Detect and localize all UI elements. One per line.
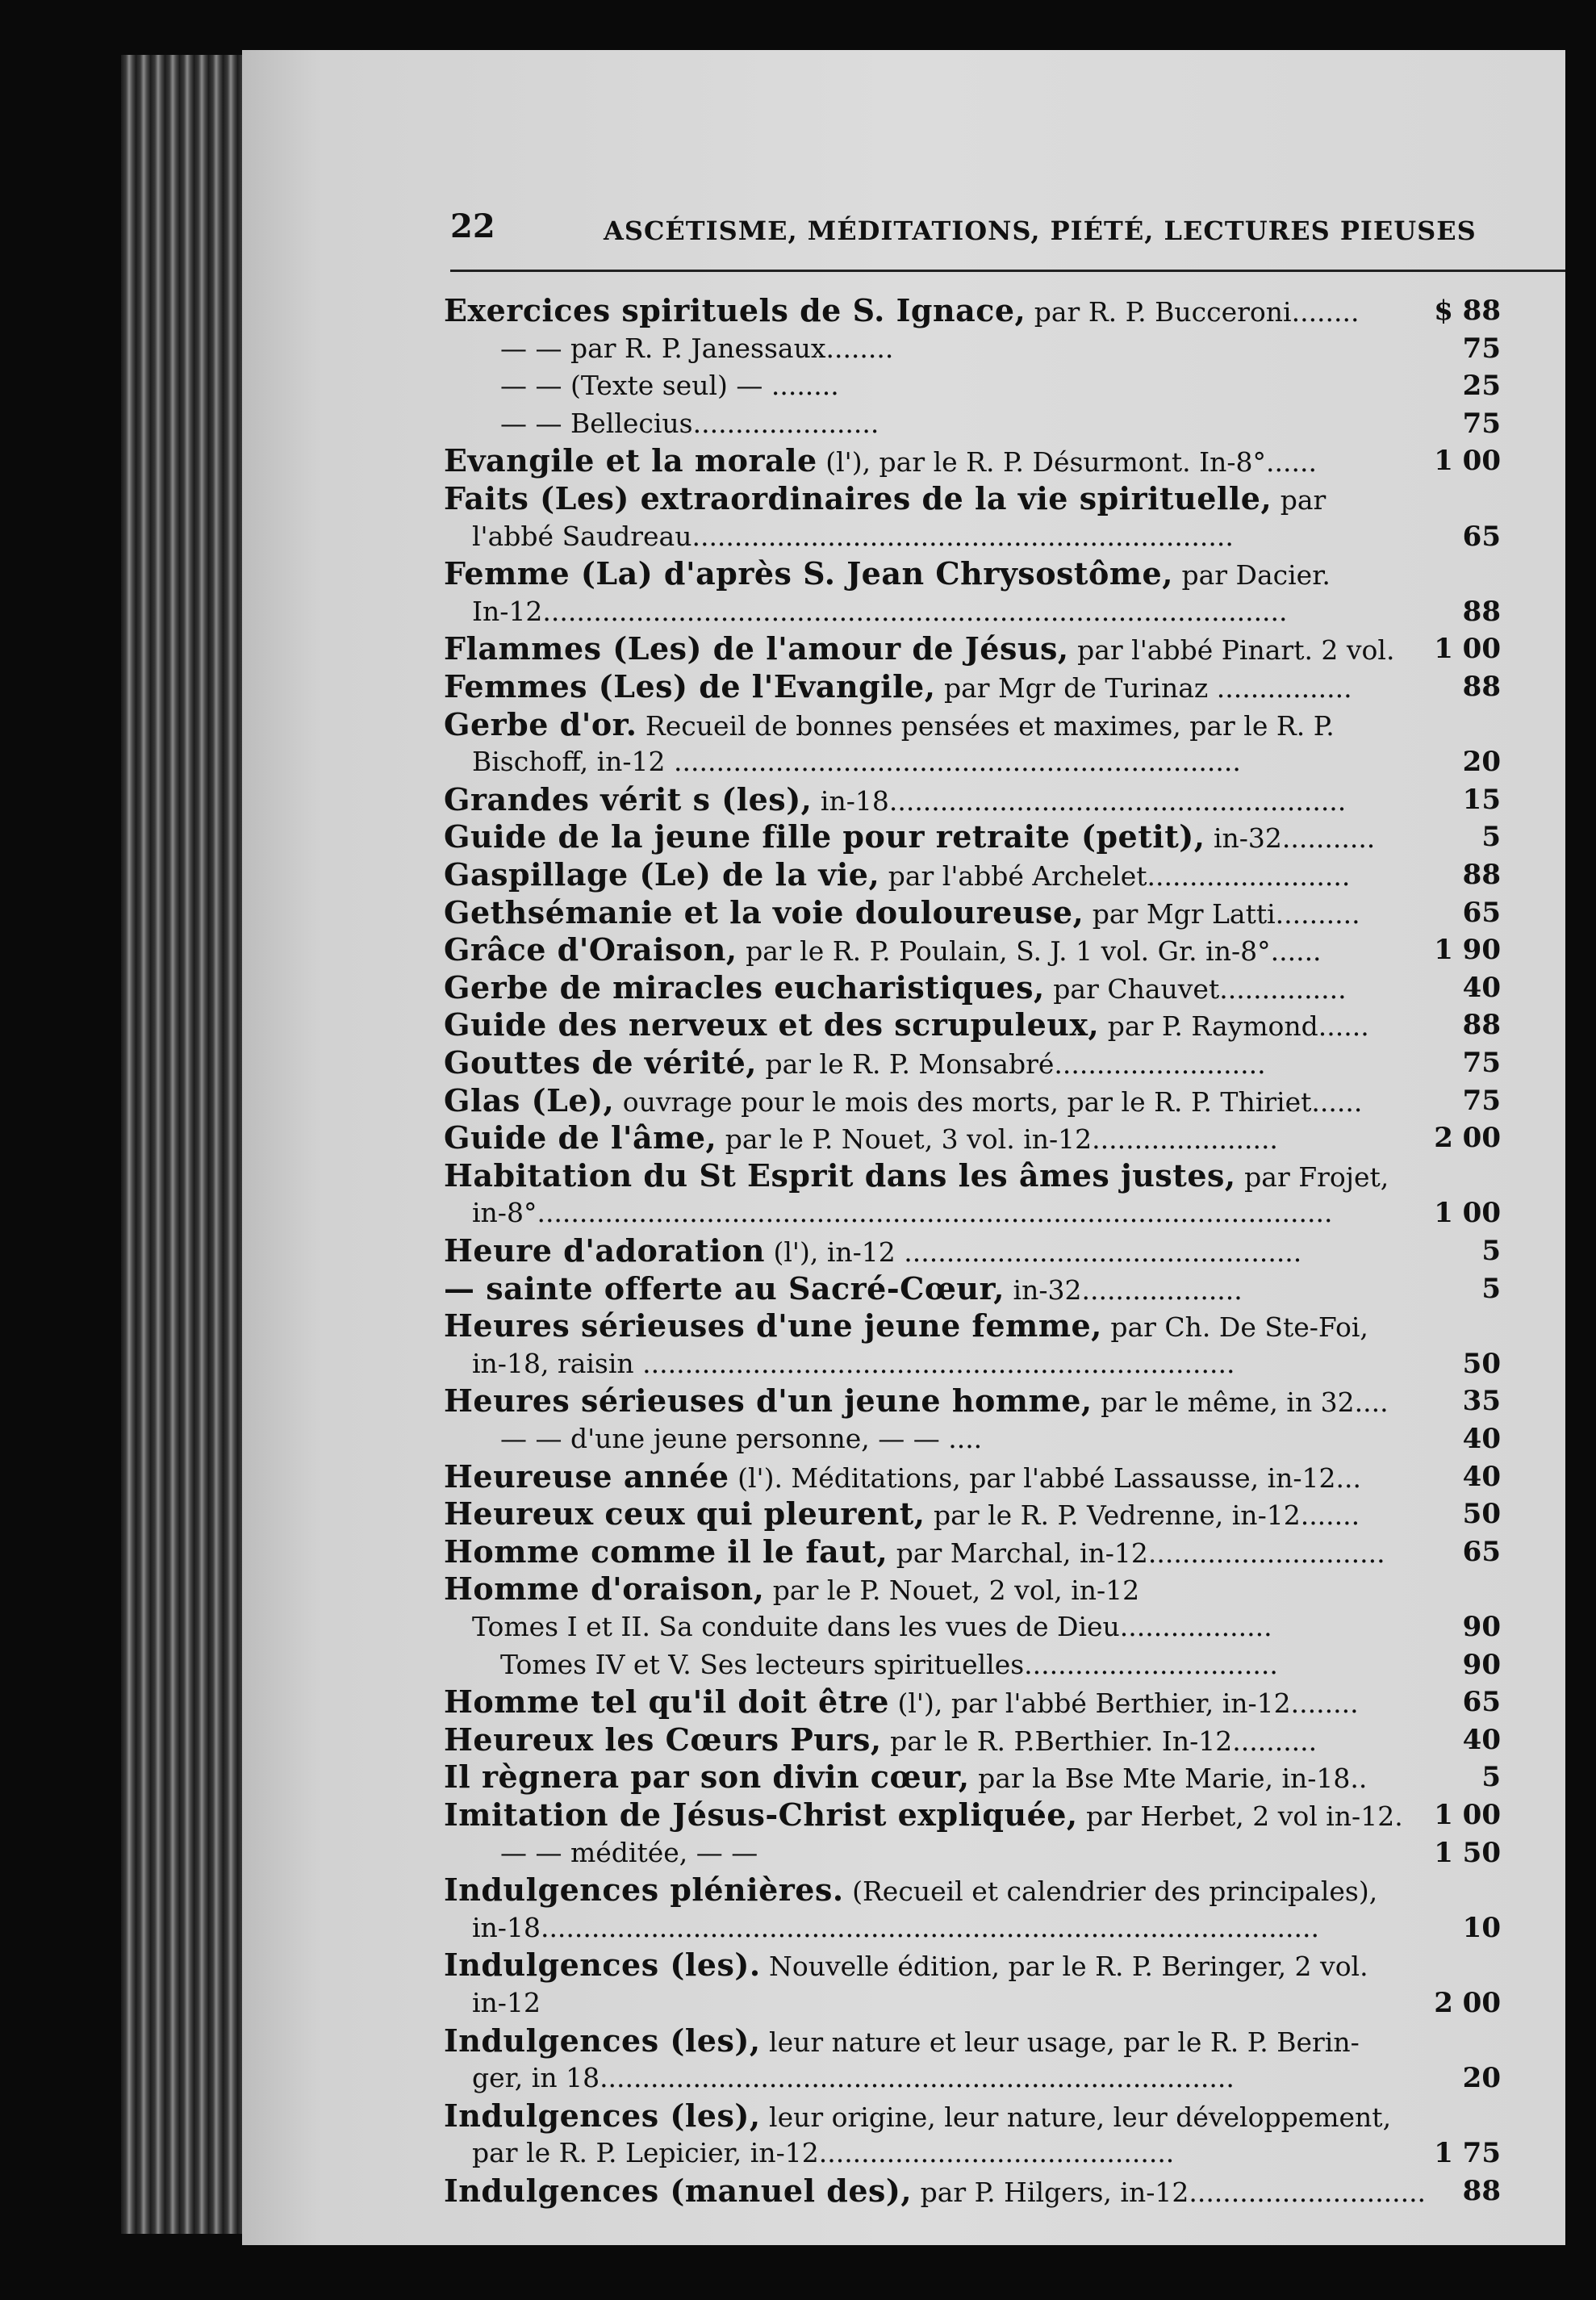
entry-details: par Herbet, 2 vol in-12. (1077, 1800, 1403, 1832)
catalog-entry (500, 405, 879, 442)
catalog-entry (444, 1533, 1385, 1570)
entry-title: Gerbe de miracles eucharistiques, (444, 968, 1045, 1006)
catalog-entry (444, 781, 1346, 818)
entry-price: 75 (1462, 332, 1501, 365)
catalog-entry (444, 894, 1360, 931)
entry-details: ger, in 18........................................................................... (472, 2062, 1235, 2094)
entry-title: Heures sérieuses d'une jeune femme, (444, 1307, 1102, 1344)
entry-price: 90 (1462, 1648, 1501, 1681)
entry-details: — — par R. P. Janessaux........ (500, 332, 894, 364)
entry-price: 65 (1462, 520, 1501, 553)
entry-details: in-18, raisin ...................................................................... (472, 1347, 1235, 1379)
catalog-entry (444, 1570, 1139, 1608)
entry-details: — — Bellecius...................... (500, 407, 879, 439)
entry-details: (l'), par l'abbé Berthier, in-12........ (888, 1687, 1359, 1720)
catalog-entry (444, 1458, 1361, 1495)
entry-price: 1 00 (1434, 445, 1501, 478)
entry-price: 20 (1462, 2062, 1501, 2095)
catalog-entry (444, 1270, 1243, 1307)
entry-price: 50 (1462, 1347, 1501, 1380)
entry-details: par Dacier. (1172, 559, 1331, 592)
entry-price: 65 (1462, 1686, 1501, 1719)
catalog-entry (500, 1420, 982, 1457)
entry-details: par R. P. Bucceroni........ (1026, 296, 1360, 328)
entry-details: par l'abbé Pinart. 2 vol. (1068, 634, 1395, 667)
entry-details: in-18............................................................................................ (472, 1911, 1320, 1943)
entry-price: 1 50 (1434, 1836, 1501, 1869)
entry-price: 1 90 (1434, 934, 1501, 967)
entry-details: par le R. P.Berthier. In-12.......... (881, 1725, 1318, 1757)
catalog-entry (444, 2097, 1392, 2135)
catalog-entry (444, 1006, 1369, 1043)
entry-details: in-12 (472, 1987, 541, 2018)
entry-price: 40 (1462, 1460, 1501, 1493)
entry-title: Exercices spirituels de S. Ignace, (444, 292, 1026, 328)
catalog-entry (444, 630, 1395, 667)
entry-title: Homme d'oraison, (444, 1570, 765, 1608)
catalog-entry (444, 292, 1360, 329)
entry-price: $ 88 (1434, 295, 1501, 327)
entry-price: 2 00 (1434, 1987, 1501, 2019)
entry-price: 35 (1462, 1385, 1501, 1418)
catalog-entry-continuation (472, 1984, 541, 2022)
entry-details: Tomes I et II. Sa conduite dans les vues de Dieu.................. (472, 1611, 1272, 1642)
catalog-entry (444, 2172, 1427, 2210)
entry-details: ouvrage pour le mois des morts, par le R. P. Thiriet...... (614, 1085, 1363, 1118)
entry-price: 5 (1481, 821, 1501, 854)
catalog-entry-continuation (472, 1909, 1319, 1947)
entry-title: Grandes vérit s (les), (444, 780, 813, 818)
entry-price: 5 (1481, 1272, 1501, 1305)
entry-details: — — méditée, — — (500, 1836, 758, 1868)
catalog-entry (444, 969, 1347, 1006)
entry-details: par (1272, 484, 1327, 516)
catalog-entry (444, 1871, 1378, 1909)
entry-title: Heures sérieuses d'un jeune homme, (444, 1382, 1093, 1420)
catalog-entry (444, 1796, 1403, 1834)
catalog-entry (444, 1382, 1389, 1420)
entry-details: par P. Hilgers, in-12............................ (912, 2177, 1427, 2208)
entry-title: Femme (La) d'après S. Jean Chrysostôme, (444, 555, 1173, 592)
catalog-entry-continuation (472, 2060, 1235, 2097)
entry-details: (l'). Méditations, par l'abbé Lassausse, in-12... (729, 1462, 1362, 1494)
entry-title: Indulgences (les), (444, 2022, 761, 2059)
page-number: 22 (450, 207, 495, 245)
catalog-entry (444, 1044, 1266, 1081)
entry-price: 2 00 (1434, 1122, 1501, 1155)
entry-details: leur origine, leur nature, leur développement, (760, 2101, 1392, 2133)
entry-details: In-12........................................................................................ (472, 595, 1288, 627)
entry-title: Homme comme il le faut, (444, 1533, 888, 1570)
entry-details: — — d'une jeune personne, — — .... (500, 1423, 983, 1454)
entry-title: Guide de la jeune fille pour retraite (petit), (444, 818, 1205, 855)
catalog-entry (444, 706, 1335, 743)
catalog-entry (444, 2022, 1360, 2060)
entry-details: par Marchal, in-12............................ (888, 1537, 1385, 1569)
catalog-entry-continuation (472, 2135, 1174, 2172)
entry-price: 88 (1462, 1009, 1501, 1042)
entry-price: 65 (1462, 1535, 1501, 1568)
entry-title: Indulgences (les), (444, 2097, 761, 2134)
entry-title: Heureux les Cœurs Purs, (444, 1721, 882, 1758)
entry-title: Gaspillage (Le) de la vie, (444, 856, 880, 893)
entry-details: par l'abbé Archelet........................ (879, 860, 1351, 892)
entry-title: Faits (Les) extraordinaires de la vie spirituelle, (444, 480, 1272, 516)
entry-title: — sainte offerte au Sacré-Cœur, (444, 1269, 1005, 1307)
catalog-entry (444, 1495, 1360, 1533)
catalog-entry (444, 1947, 1368, 1984)
catalog-entry (444, 668, 1352, 705)
entry-details: Bischoff, in-12 ................................................................... (472, 746, 1241, 778)
entry-price: 10 (1462, 1911, 1501, 1944)
catalog-entry (444, 480, 1326, 517)
entry-title: Heure d'adoration (444, 1232, 765, 1269)
entry-details: par le R. P. Monsabré......................... (756, 1048, 1266, 1080)
entry-details: par Ch. De Ste-Foi, (1101, 1311, 1368, 1344)
entry-price: 20 (1462, 746, 1501, 779)
entry-details: par P. Raymond...... (1099, 1010, 1369, 1043)
entry-details: Tomes IV et V. Ses lecteurs spirituelles.............................. (500, 1648, 1278, 1680)
entry-details: par Chauvet............... (1044, 972, 1347, 1005)
entry-price: 1 00 (1434, 633, 1501, 666)
entry-details: par le R. P. Vedrenne, in-12....... (925, 1499, 1360, 1532)
entry-title: Glas (Le), (444, 1081, 615, 1119)
entry-details: in-32................... (1005, 1273, 1243, 1306)
entry-details: par le R. P. Lepicier, in-12.......................................... (472, 2137, 1175, 2169)
entry-title: Indulgences plénières. (444, 1871, 844, 1909)
catalog-entry (444, 1119, 1278, 1156)
catalog-entry (500, 330, 893, 367)
entry-title: Gethsémanie et la voie douloureuse, (444, 893, 1084, 930)
catalog-entry (444, 1156, 1389, 1194)
entry-price: 15 (1462, 783, 1501, 816)
entry-price: 40 (1462, 1423, 1501, 1455)
entry-details: par le même, in 32.... (1092, 1386, 1389, 1419)
entry-title: Imitation de Jésus-Christ expliquée, (444, 1796, 1078, 1833)
entry-details: par le R. P. Poulain, S. J. 1 vol. Gr. in-8°...... (737, 935, 1322, 968)
catalog-entries (242, 50, 1565, 2245)
entry-price: 5 (1481, 1235, 1501, 1267)
entry-details: — — (Texte seul) — ........ (500, 370, 839, 402)
entry-details: par Frojet, (1235, 1160, 1389, 1193)
catalog-entry (444, 818, 1376, 855)
entry-price: 1 75 (1434, 2137, 1501, 2170)
entry-title: Heureux ceux qui pleurent, (444, 1495, 925, 1533)
entry-details: in-18...................................................... (812, 784, 1347, 817)
entry-details: (l'), par le R. P. Désurmont. In-8°...... (817, 446, 1317, 479)
entry-title: Indulgences (manuel des), (444, 2172, 913, 2209)
catalog-entry (444, 1232, 1301, 1269)
entry-price: 40 (1462, 1723, 1501, 1756)
entry-details: in-32........... (1205, 822, 1376, 855)
entry-price: 88 (1462, 595, 1501, 628)
catalog-entry-continuation (472, 1194, 1333, 1232)
entry-details: (l'), in-12 ............................................... (764, 1236, 1302, 1268)
entry-title: Habitation du St Esprit dans les âmes justes, (444, 1156, 1236, 1194)
entry-price: 90 (1462, 1611, 1501, 1643)
entry-title: Flammes (Les) de l'amour de Jésus, (444, 630, 1069, 667)
entry-details: (Recueil et calendrier des principales), (843, 1876, 1378, 1908)
entry-details: in-8°.............................................................................................. (472, 1197, 1333, 1229)
entry-title: Grâce d'Oraison, (444, 931, 737, 968)
entry-price: 1 00 (1434, 1197, 1501, 1230)
entry-title: Il règnera par son divin cœur, (444, 1758, 970, 1796)
running-title: ASCÉTISME, MÉDITATIONS, PIÉTÉ, LECTURES PIEUSES (604, 215, 1477, 246)
catalog-entry-continuation (472, 593, 1288, 630)
entry-price: 25 (1462, 370, 1501, 403)
entry-price: 65 (1462, 896, 1501, 929)
entry-details: Nouvelle édition, par le R. P. Beringer, 2 vol. (760, 1951, 1368, 1983)
entry-details: par le P. Nouet, 2 vol, in-12 (764, 1574, 1140, 1607)
catalog-entry (444, 1721, 1317, 1758)
entry-title: Femmes (Les) de l'Evangile, (444, 668, 936, 705)
entry-price: 5 (1481, 1761, 1501, 1794)
catalog-entry (444, 1683, 1359, 1721)
entry-price: 75 (1462, 407, 1501, 440)
entry-title: Gerbe d'or. (444, 705, 637, 742)
entry-price: 88 (1462, 859, 1501, 891)
entry-price: 40 (1462, 971, 1501, 1004)
catalog-entry (444, 1758, 1367, 1796)
catalog-entry (444, 1082, 1362, 1119)
catalog-page (242, 50, 1565, 2245)
entry-details: par Mgr Latti.......... (1084, 897, 1360, 930)
entry-details: leur nature et leur usage, par le R. P. Berin- (760, 2026, 1360, 2058)
entry-price: 88 (1462, 671, 1501, 703)
catalog-entry (444, 931, 1322, 968)
entry-price: 75 (1462, 1084, 1501, 1117)
catalog-entry (444, 442, 1317, 479)
catalog-entry (500, 367, 839, 404)
entry-price: 1 00 (1434, 1799, 1501, 1831)
entry-details: par le P. Nouet, 3 vol. in-12...................... (717, 1123, 1278, 1156)
entry-title: Gouttes de vérité, (444, 1044, 757, 1081)
entry-title: Guide des nerveux et des scrupuleux, (444, 1006, 1100, 1043)
entry-details: Recueil de bonnes pensées et maximes, par le R. P. (637, 709, 1335, 742)
entry-details: l'abbé Saudreau................................................................ (472, 520, 1234, 552)
entry-title: Indulgences (les). (444, 1947, 761, 1984)
entry-title: Evangile et la morale (444, 442, 817, 479)
entry-price: 50 (1462, 1498, 1501, 1531)
catalog-entry-continuation (472, 1345, 1235, 1382)
entry-details: par Mgr de Turinaz ................ (935, 672, 1352, 704)
catalog-entry (500, 1646, 1278, 1683)
catalog-entry (444, 1307, 1368, 1344)
catalog-entry (444, 856, 1350, 893)
entry-title: Heureuse année (444, 1457, 729, 1495)
catalog-entry (500, 1834, 758, 1871)
catalog-entry-continuation (472, 743, 1241, 780)
entry-title: Homme tel qu'il doit être (444, 1683, 889, 1721)
entry-title: Guide de l'âme, (444, 1119, 717, 1156)
catalog-entry-continuation (472, 1608, 1272, 1646)
entry-price: 75 (1462, 1047, 1501, 1079)
entry-details: par la Bse Mte Marie, in-18.. (969, 1763, 1368, 1795)
catalog-entry (444, 555, 1331, 592)
entry-price: 88 (1462, 2175, 1501, 2207)
catalog-entry-continuation (472, 518, 1234, 555)
